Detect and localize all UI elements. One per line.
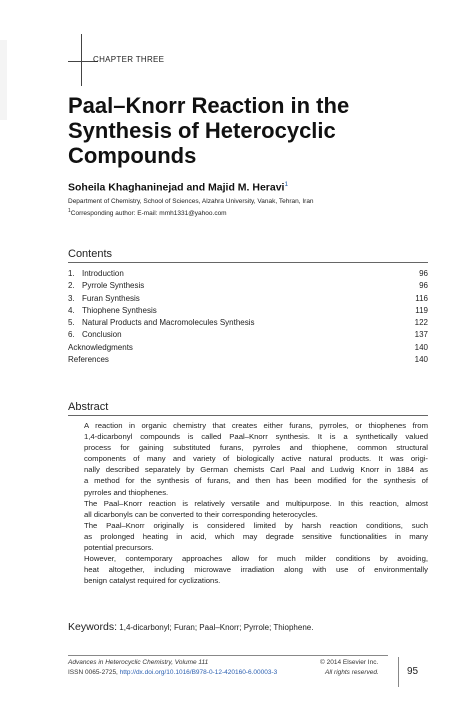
abstract-line: process for gaining substituted furans, pyrroles and thiophene, common structural <box>84 443 428 453</box>
abstract-line: The Paal–Knorr originally is considered limited by harsh reaction conditions, such <box>84 520 428 530</box>
table-of-contents <box>68 268 428 366</box>
rights-reserved: All rights reserved. <box>325 669 379 676</box>
toc-entry[interactable] <box>68 329 428 341</box>
toc-entry[interactable] <box>68 268 428 280</box>
toc-entry-number: 3. <box>68 293 75 303</box>
abstract-line: potential precursors. <box>84 543 154 553</box>
contents-divider <box>68 262 428 263</box>
toc-entry-title <box>68 293 140 305</box>
chapter-title <box>68 93 448 168</box>
copyright: © 2014 Elsevier Inc. <box>320 659 379 666</box>
footer-issn-doi <box>68 669 277 676</box>
abstract-line: 1,4-dicarbonyl compounds is called Paal–Knorr synthesis. It is a synthetically valued <box>84 432 428 442</box>
toc-entry-page: 116 <box>415 293 428 303</box>
toc-entry-page: 96 <box>419 281 428 291</box>
toc-entry[interactable] <box>68 280 428 292</box>
toc-entry-title <box>68 268 124 280</box>
toc-entry-page: 119 <box>415 305 428 315</box>
toc-entry-label: Thiophene Synthesis <box>82 305 157 315</box>
author-affiliation: Department of Chemistry, School of Sciences, Alzahra University, Vanak, Tehran, Iran <box>68 198 314 205</box>
toc-entry-page: 140 <box>414 342 428 352</box>
page-number: 95 <box>407 666 419 677</box>
keywords-text: 1,4-dicarbonyl; Furan; Paal–Knorr; Pyrrole; Thiophene. <box>119 623 314 632</box>
toc-entry-number: 2. <box>68 281 75 291</box>
abstract-line: pyrroles and thiophenes. <box>84 487 169 497</box>
toc-entry-page: 96 <box>419 269 428 278</box>
toc-entry-page: 122 <box>414 318 428 328</box>
doi-link[interactable]: http://dx.doi.org/10.1016/B978-0-12-420160-6.00003-3 <box>119 669 278 676</box>
abstract-line: heat altogether, including microwave irradiation along with use of environmentally <box>84 565 428 575</box>
toc-entry-label: Furan Synthesis <box>82 293 140 303</box>
contents-heading: Contents <box>68 248 113 260</box>
toc-entry-label: Natural Products and Macromolecules Synthesis <box>82 318 255 328</box>
toc-entry-page: 137 <box>414 330 428 340</box>
corresponding-author <box>68 208 227 217</box>
chapter-label: CHAPTER THREE <box>93 55 165 64</box>
toc-entry[interactable] <box>68 305 428 317</box>
keywords-label: Keywords: <box>68 621 118 633</box>
abstract-line: as prolonged heating in acid, which may degrade sensitive functionalities in many <box>84 531 428 541</box>
toc-entry-label: Pyrrole Synthesis <box>82 281 145 291</box>
left-margin-tab <box>0 40 7 120</box>
authors-text: Soheila Khaghaninejad and Majid M. Heravi <box>68 181 285 194</box>
author-names <box>68 181 288 194</box>
toc-entry[interactable] <box>68 342 428 354</box>
title-line: Paal–Knorr Reaction in the <box>68 93 350 118</box>
abstract-line: However, contemporary approaches allow for much milder conditions by avoiding, <box>84 554 428 564</box>
chapter-marker-vertical-rule <box>81 34 82 86</box>
abstract-body <box>84 420 428 586</box>
abstract-line: nally described separately by German chemists Carl Paal and Ludwig Knorr in 1884 as <box>84 465 428 475</box>
abstract-line: components of many and variety of biologically active natural products. It was origi- <box>84 454 428 464</box>
abstract-heading: Abstract <box>68 401 109 413</box>
footer-divider <box>68 655 388 656</box>
toc-entry-label: Conclusion <box>82 330 122 340</box>
toc-entry-title <box>68 317 255 329</box>
toc-entry[interactable] <box>68 293 428 305</box>
corresponding-text: Corresponding author: E-mail: mmh1331@yahoo.com <box>70 210 227 218</box>
author-footnote-marker[interactable]: 1 <box>284 181 289 188</box>
toc-entry[interactable] <box>68 317 428 329</box>
toc-entry-number: 6. <box>68 330 75 340</box>
keywords <box>68 621 313 633</box>
toc-entry-number: 5. <box>68 318 75 328</box>
toc-entry-label: Acknowledgments <box>68 342 133 352</box>
abstract-line: a method for the synthesis of furans, and then has been modified for the synthesis of <box>84 476 428 486</box>
title-line: Synthesis of Heterocyclic <box>68 118 336 143</box>
corresponding-marker: 1 <box>68 208 71 214</box>
toc-entry-label: References <box>68 355 109 365</box>
issn: ISSN 0065-2725, <box>68 669 118 676</box>
abstract-line: A reaction in organic chemistry that creates either furans, pyrroles, or thiophenes from <box>84 421 428 430</box>
toc-entry-number: 1. <box>68 269 75 278</box>
toc-entry-label: Introduction <box>82 269 124 278</box>
abstract-line: all dicarbonyls can be converted to their corresponding heterocycles. <box>84 509 318 519</box>
abstract-line: The Paal–Knorr reaction is relatively versatile and multipurpose. In this reaction, almost <box>84 498 428 508</box>
abstract-line: benign catalyst required for cyclizations. <box>84 576 221 586</box>
toc-entry-title <box>68 280 144 292</box>
toc-entry[interactable] <box>68 354 428 366</box>
abstract-divider <box>68 415 428 416</box>
title-line: Compounds <box>68 143 197 168</box>
toc-entry-title <box>68 329 122 341</box>
journal-name: Advances in Heterocyclic Chemistry, Volume 111 <box>68 659 209 666</box>
toc-entry-page: 140 <box>414 355 428 365</box>
toc-entry-number: 4. <box>68 305 75 315</box>
page-number-divider <box>398 657 399 687</box>
toc-entry-title <box>68 305 157 317</box>
